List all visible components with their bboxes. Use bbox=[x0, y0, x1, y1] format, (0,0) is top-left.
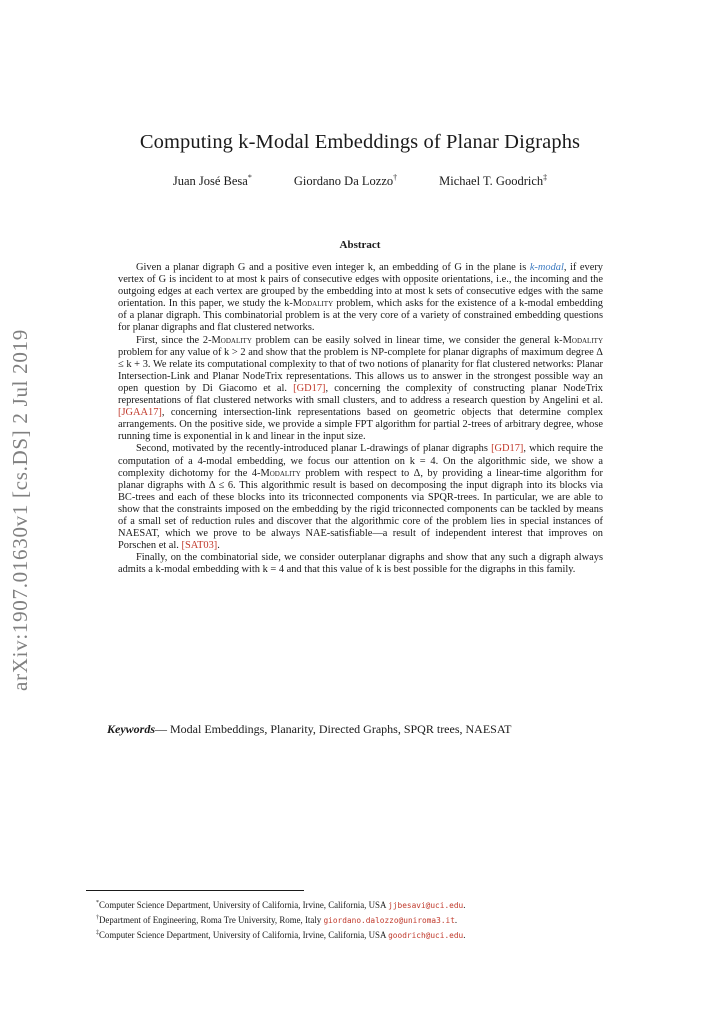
k-modal-link[interactable]: k-modal bbox=[529, 262, 564, 273]
footnotes bbox=[96, 897, 656, 942]
abstract-paragraph: Finally, on the combinatorial side, we consider outerplanar digraphs and show that any such a digraph always admits a k-modal embedding with k = 4 and that this value of k is best possible for the digraphs in this family. bbox=[118, 552, 603, 576]
author: Michael T. Goodrich‡ bbox=[439, 173, 548, 189]
footnote: †Department of Engineering, Roma Tre University, Rome, Italy giordano.dalozzo@uniroma3.it. bbox=[96, 914, 458, 925]
arxiv-identifier: arXiv:1907.01630v1 [cs.DS] 2 Jul 2019 bbox=[8, 329, 32, 691]
email-link[interactable]: goodrich@uci.edu bbox=[388, 930, 464, 940]
keywords-text: — Modal Embeddings, Planarity, Directed Graphs, SPQR trees, NAESAT bbox=[155, 722, 512, 736]
author: Giordano Da Lozzo† bbox=[293, 173, 398, 189]
citation-link[interactable]: [JGAA17] bbox=[118, 407, 162, 419]
email-link[interactable]: jjbesavi@uci.edu bbox=[388, 900, 464, 910]
abstract-paragraph: First, since the 2-Modality problem can be easily solved in linear time, we consider the general k-Modality problem for any value of k > 2 and show that the problem is NP-complete for planar digraphs of maximum degree Δ ≤ k + 3. We relate its computational complexity to that of two notions of planarity for flat clustered networks: Planar Intersection-Link and Planar NodeTrix representations. This allows us to answer in the strongest possible way an open question by Di Giacomo et al. [GD17], concerning the complexity of constructing planar NodeTrix representations of flat clustered networks with small clusters, and to address a research question by Angelini et al. [JGAA17], concerning intersection-link representations based on geometric objects that determine complex arrangements. On the positive side, we provide a simple FPT algorithm for partial 2-trees of arbitrary degree, whose running time is exponential in k and linear in the input size. bbox=[118, 334, 603, 443]
footnote: ‡Computer Science Department, University of California, Irvine, California, USA goodrich@uci.edu. bbox=[96, 929, 466, 940]
citation-link[interactable]: [SAT03] bbox=[181, 540, 218, 552]
email-link[interactable]: giordano.dalozzo@uniroma3.it bbox=[323, 915, 455, 925]
abstract-body bbox=[118, 262, 603, 576]
abstract-heading: Abstract bbox=[339, 239, 381, 251]
footnote-divider bbox=[86, 890, 304, 891]
author-list bbox=[100, 173, 620, 189]
author: Juan José Besa* bbox=[172, 173, 252, 189]
abstract-paragraph: Given a planar digraph G and a positive even integer k, an embedding of G in the plane is k-modal, if every vertex of G is incident to at most k pairs of consecutive edges with opposite orientations, i.e., the incoming and the outgoing edges at each vertex are grouped by the embedding into at most k sets of consecutive edges with the same orientation. In this paper, we study the k-Modality problem, which asks for the existence of a k-modal embedding of a planar digraph. This combinatorial problem is at the very core of a variety of constrained embedding questions for planar digraphs and flat clustered networks. bbox=[118, 262, 603, 334]
footnote: *Computer Science Department, University of California, Irvine, California, USA jjbesavi@uci.edu. bbox=[96, 899, 466, 910]
abstract-paragraph: Second, motivated by the recently-introduced planar L-drawings of planar digraphs [GD17], which require the computation of a 4-modal embedding, we focus our attention on k = 4. On the algorithmic side, we show a complexity dichotomy for the 4-Modality problem with respect to Δ, by providing a linear-time algorithm for planar digraphs with Δ ≤ 6. This algorithmic result is based on decomposing the input digraph into its blocks via BC-trees and each of these blocks into its triconnected components via SPQR-trees. In particular, we are able to show that the constraints imposed on the embedding by the rigid triconnected components can be tackled by means of a small set of reduction rules and discover that the algorithmic core of the problem lies in special instances of NAESAT, which we prove to be always NAE-satisfiable—a result of independent interest that improves on Porschen et al. [SAT03]. bbox=[118, 443, 604, 552]
keywords bbox=[107, 722, 617, 737]
citation-link[interactable]: [GD17] bbox=[293, 382, 326, 394]
keywords-label: Keywords bbox=[107, 722, 155, 736]
citation-link[interactable]: [GD17] bbox=[491, 443, 524, 455]
paper-title: Computing k-Modal Embeddings of Planar Digraphs bbox=[139, 131, 581, 153]
